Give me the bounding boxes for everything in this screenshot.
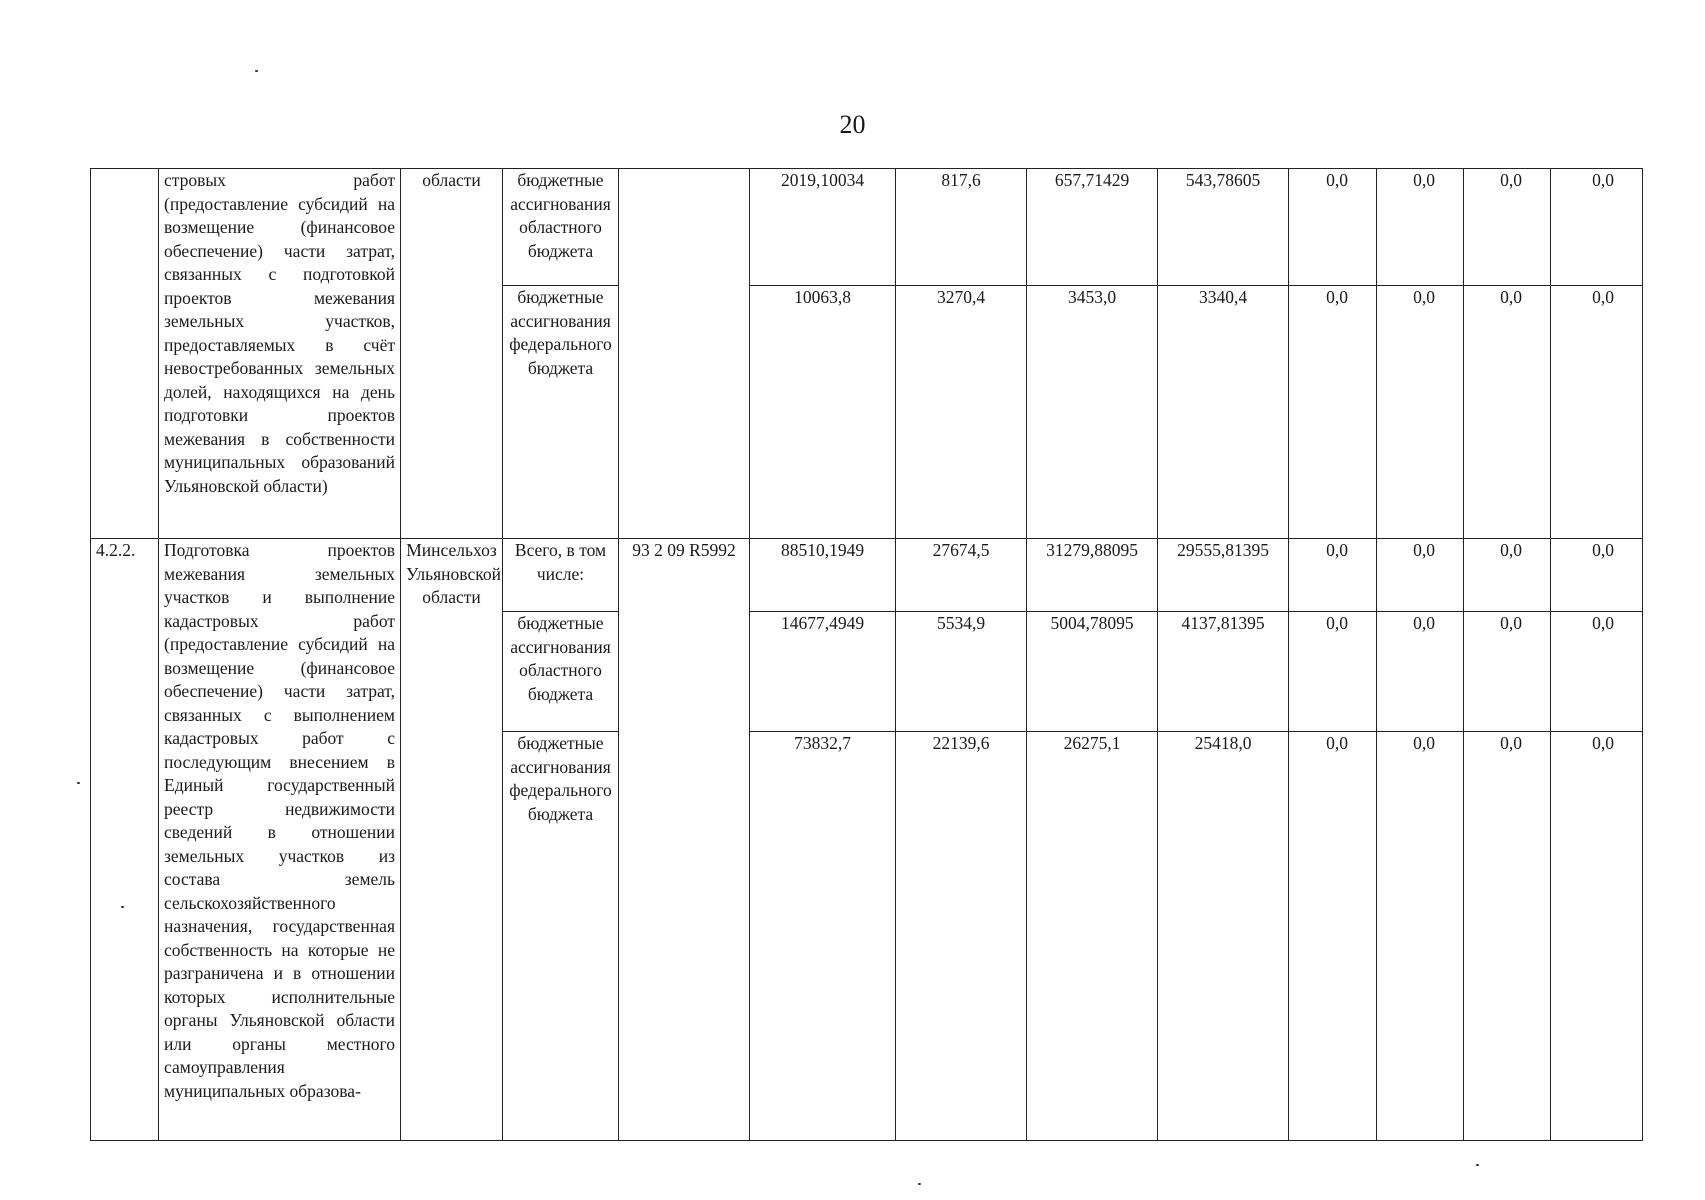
- value-year-4: 0,0: [1289, 286, 1377, 539]
- value-total: 10063,8: [750, 286, 896, 539]
- value-year-2: 5004,78095: [1027, 612, 1158, 732]
- index-cell-empty: [91, 169, 159, 539]
- item-index: 4.2.2.: [91, 539, 159, 1141]
- value-total: 2019,10034: [750, 169, 896, 286]
- value-year-3: 3340,4: [1158, 286, 1289, 539]
- value-year-6: 0,0: [1464, 612, 1551, 732]
- value-year-7: 0,0: [1551, 286, 1643, 539]
- measure-description: Подготовка проектов межевания земельных участков и выполнение кадастровых работ (предоставление субсидий на возмещение (финансовое обеспечение) части затрат, связанных с выполнением кадастровых работ с последующим внесением в Единый государственный реестр недвижимости сведений в отношении земельных участков из состава земель сельскохозяйственного назначения, государственная собственность на которые не разграничена и в отношении которых исполнительные органы Ульяновской области или органы местного самоуправления муниципальных образова-: [159, 539, 401, 1141]
- value-year-4: 0,0: [1289, 732, 1377, 1141]
- funding-source: бюджетные ассигнования областного бюджета: [503, 612, 619, 732]
- value-total: 14677,4949: [750, 612, 896, 732]
- value-year-2: 657,71429: [1027, 169, 1158, 286]
- value-year-6: 0,0: [1464, 539, 1551, 612]
- value-year-7: 0,0: [1551, 539, 1643, 612]
- value-year-5: 0,0: [1377, 539, 1464, 612]
- value-year-6: 0,0: [1464, 169, 1551, 286]
- value-year-1: 22139,6: [896, 732, 1027, 1141]
- table-row: [91, 539, 1643, 612]
- value-year-7: 0,0: [1551, 169, 1643, 286]
- value-year-5: 0,0: [1377, 732, 1464, 1141]
- executor: области: [401, 169, 503, 539]
- budget-table: [90, 168, 1643, 1141]
- scan-speck: [1476, 1164, 1479, 1166]
- funding-source: Всего, в том числе:: [503, 539, 619, 612]
- table-row: [91, 169, 1643, 286]
- executor: Минсельхоз Ульяновской области: [401, 539, 503, 1141]
- value-year-4: 0,0: [1289, 539, 1377, 612]
- value-year-1: 817,6: [896, 169, 1027, 286]
- value-year-4: 0,0: [1289, 612, 1377, 732]
- page-number: 20: [839, 110, 866, 139]
- scan-speck: [77, 782, 80, 784]
- value-year-7: 0,0: [1551, 732, 1643, 1141]
- value-year-2: 31279,88095: [1027, 539, 1158, 612]
- value-year-3: 543,78605: [1158, 169, 1289, 286]
- scan-speck: [255, 70, 258, 72]
- scan-speck: [918, 1183, 921, 1185]
- value-year-5: 0,0: [1377, 286, 1464, 539]
- funding-source: бюджетные ассигнования федерального бюджета: [503, 286, 619, 539]
- value-year-4: 0,0: [1289, 169, 1377, 286]
- budget-code: 93 2 09 R5992: [619, 539, 750, 1141]
- funding-source: бюджетные ассигнования федерального бюджета: [503, 732, 619, 1141]
- value-total: 73832,7: [750, 732, 896, 1141]
- value-year-3: 4137,81395: [1158, 612, 1289, 732]
- value-year-1: 27674,5: [896, 539, 1027, 612]
- value-year-1: 3270,4: [896, 286, 1027, 539]
- measure-description: стровых работ (предоставление субсидий на возмещение (финансовое обеспечение) части затрат, связанных с подготовкой проектов межевания земельных участков, предоставляемых в счёт невостребованных земельных долей, находящихся на день подготовки проектов межевания в собственности муниципальных образований Ульяновской области): [159, 169, 401, 539]
- value-year-6: 0,0: [1464, 732, 1551, 1141]
- value-total: 88510,1949: [750, 539, 896, 612]
- value-year-2: 26275,1: [1027, 732, 1158, 1141]
- value-year-1: 5534,9: [896, 612, 1027, 732]
- value-year-3: 25418,0: [1158, 732, 1289, 1141]
- value-year-7: 0,0: [1551, 612, 1643, 732]
- value-year-6: 0,0: [1464, 286, 1551, 539]
- value-year-5: 0,0: [1377, 612, 1464, 732]
- funding-source: бюджетные ассигнования областного бюджета: [503, 169, 619, 286]
- code-cell-empty: [619, 169, 750, 539]
- value-year-3: 29555,81395: [1158, 539, 1289, 612]
- value-year-5: 0,0: [1377, 169, 1464, 286]
- value-year-2: 3453,0: [1027, 286, 1158, 539]
